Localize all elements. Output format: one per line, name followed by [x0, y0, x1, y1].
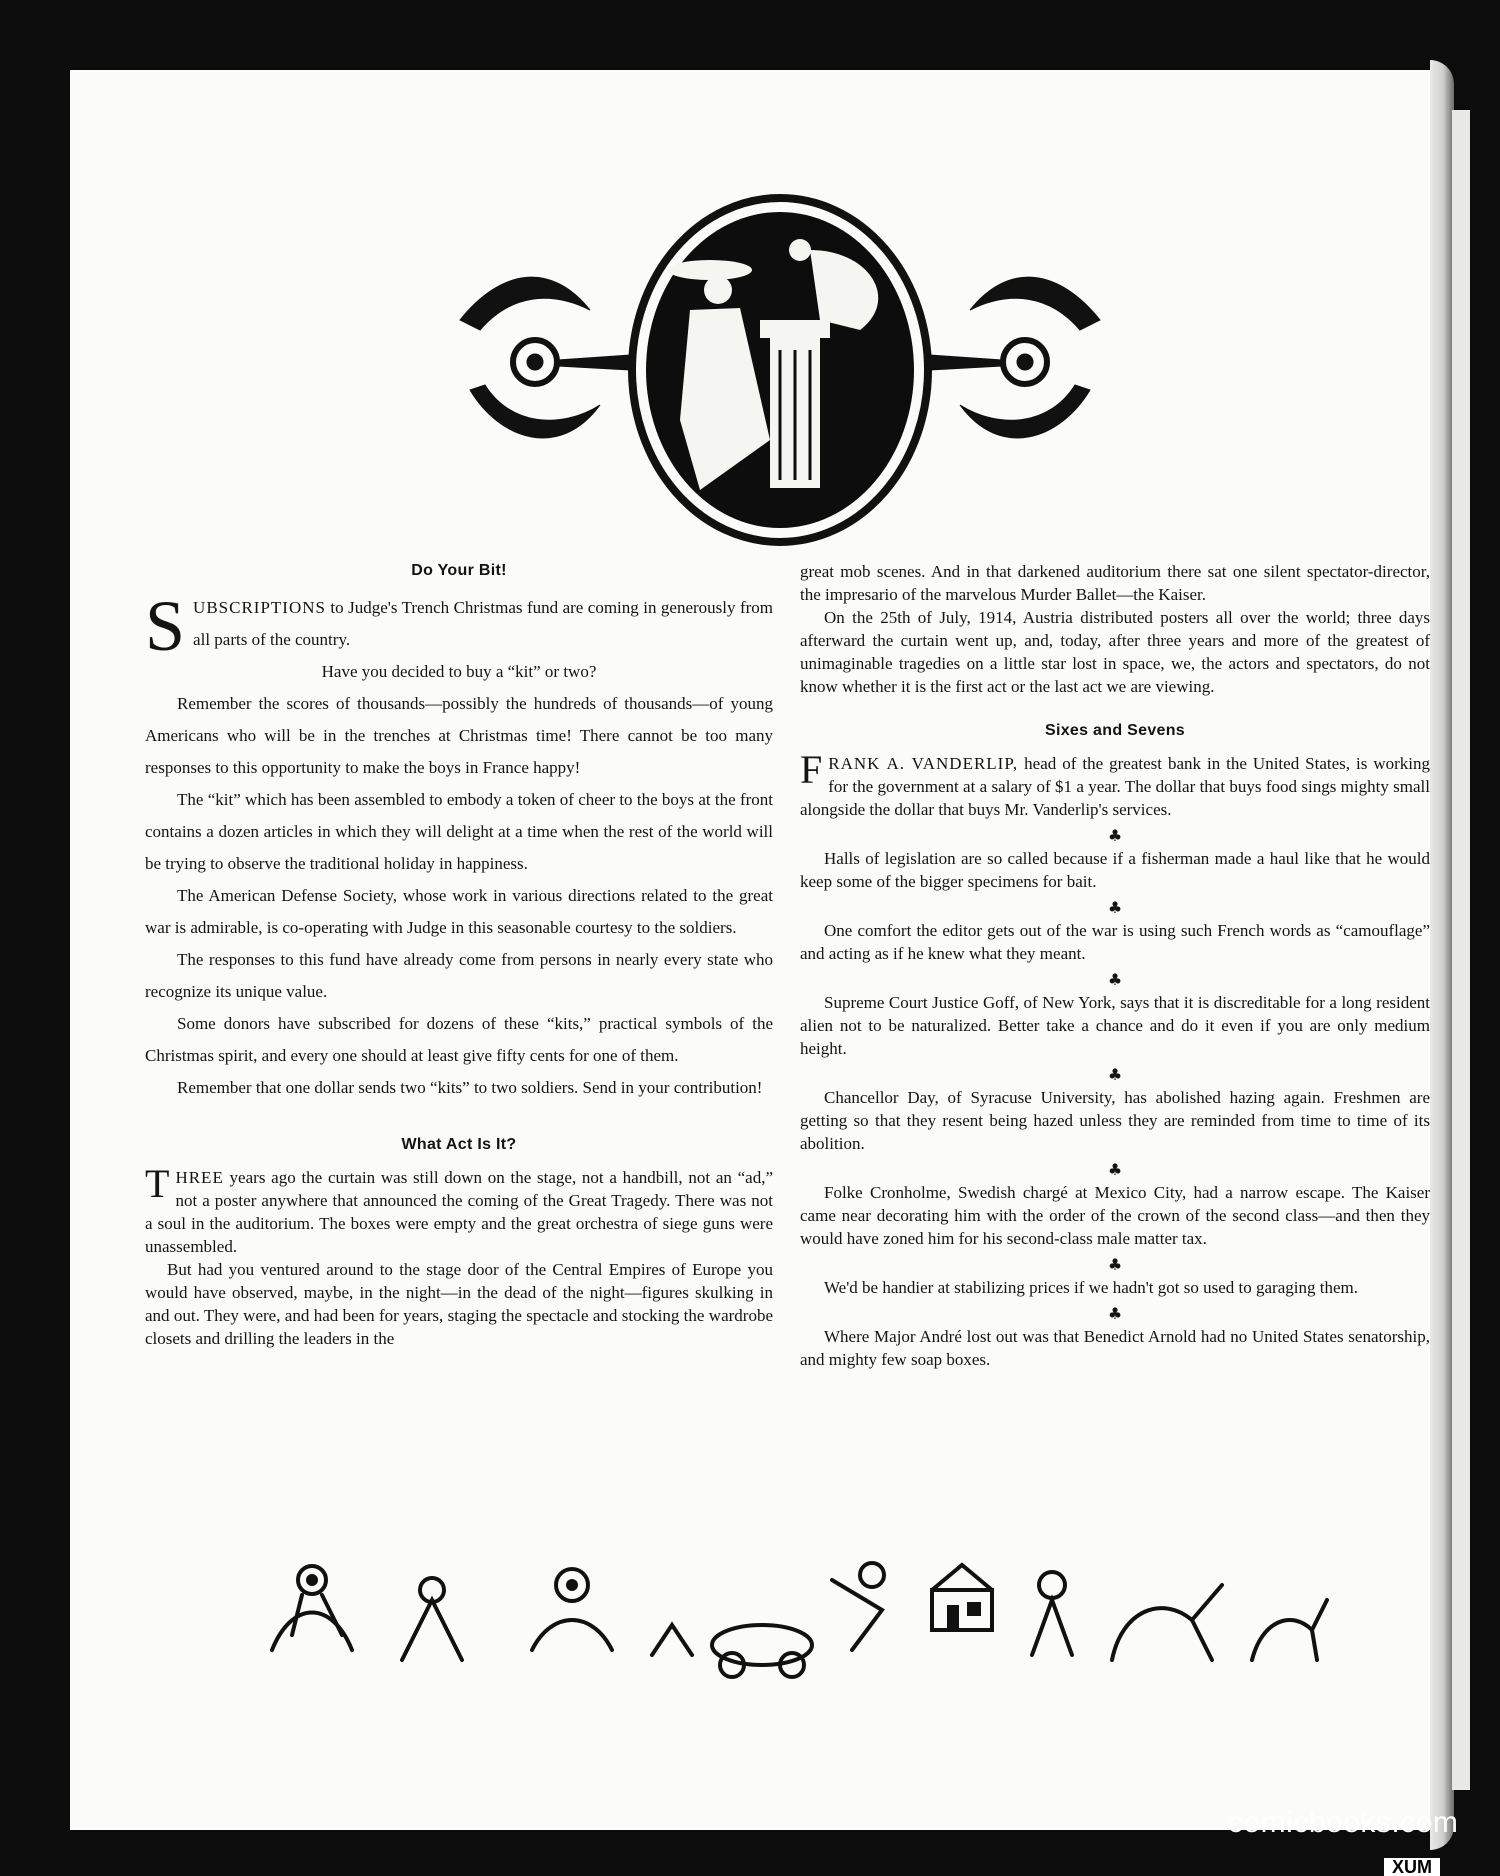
body-paragraph: The responses to this fund have already come from persons in nearly every state who recognize its unique value. [145, 950, 773, 1001]
lead-paragraph [145, 1161, 773, 1258]
medallion-illustration [440, 190, 1120, 550]
paragraph-item: Folke Cronholme, Swedish chargé at Mexico City, had a narrow escape. The Kaiser came near decorating him with the order of the crown of the second class—and then they would have zoned him for his second-class male matter tax. [800, 1183, 1430, 1248]
paragraph-item: Where Major André lost out was that Benedict Arnold had no United States senatorship, and mighty few soap boxes. [800, 1327, 1430, 1369]
body-paragraph: Some donors have subscribed for dozens of these “kits,” practical symbols of the Christmas spirit, and every one should at least give fifty cents for one of them. [145, 1014, 773, 1065]
drop-cap-t: T [145, 1161, 170, 1206]
body-paragraph: Remember that one dollar sends two “kits” to two soldiers. Send in your contribution! [177, 1078, 763, 1097]
page-curl-edge [1430, 60, 1454, 1850]
lead-paragraph [145, 586, 773, 666]
club-divider-icon: ♣ [1107, 898, 1123, 917]
section-sixes-sevens [800, 747, 1430, 1371]
club-divider-icon: ♣ [1107, 1160, 1123, 1179]
lead-text: years ago the curtain was still down on the stage, not a handbill, not an “ad,” not a poster anywhere that announced the coming of the Great Tragedy. There was not a soul in the auditorium. The boxes were empty and the great orchestra of siege guns were unassembled. [145, 1168, 773, 1256]
lead-caps: HREE [175, 1168, 224, 1187]
paragraph-item: Supreme Court Justice Goff, of New York, says that it is discreditable for a long resident alien not to be naturalized. Better take a chance and do it even if you are only medium height. [800, 993, 1430, 1058]
left-ornament-icon [460, 277, 630, 438]
lead-caps: UBSCRIPTIONS [193, 598, 326, 617]
body-paragraph: great mob scenes. And in that darkened auditorium there sat one silent spectator-director, the impresario of the marvelous Murder Ballet—the Kaiser. [800, 562, 1430, 604]
section-do-your-bit [145, 586, 773, 1104]
body-paragraph: On the 25th of July, 1914, Austria distributed posters all over the world; three days afterward the curtain went up, and, today, after three years and more of the greatest of unimaginable tragedies on a little star lost in space, we, the actors and spectators, do not know whether it is the first act or the last act we are viewing. [800, 608, 1430, 696]
heading-sixes-sevens: Sixes and Sevens [1045, 722, 1185, 739]
right-column [800, 560, 1430, 1371]
club-divider-icon: ♣ [1107, 1304, 1123, 1323]
body-paragraph: Remember the scores of thousands—possibly the hundreds of thousands—of young Americans who will be in the trenches at Christmas time! There cannot be too many responses to this opportunity to make the boys in France happy! [145, 694, 773, 777]
body-paragraph: The “kit” which has been assembled to embody a token of cheer to the boys at the front contains a dozen articles in which they will delight at a time when the rest of the world will be trying to observe the traditional holiday in happiness. [145, 790, 773, 873]
drop-cap-s: S [145, 586, 186, 666]
right-ornament-icon [930, 277, 1100, 438]
club-divider-icon: ♣ [1107, 970, 1123, 989]
cartoon-strip-illustration [232, 1540, 1332, 1680]
lead-caps: RANK A. VANDERLIP, [828, 754, 1019, 773]
lead-text: head of the greatest bank in the United States, is working for the government at a salary of $1 a year. The dollar that buys food sings mighty small alongside the dollar that buys Mr. Vanderlip's services. [800, 754, 1430, 819]
continuation-text [800, 560, 1430, 698]
watermark-text: comicbooks.com [1228, 1806, 1459, 1839]
body-paragraph: But had you ventured around to the stage door of the Central Empires of Europe you would have observed, maybe, in the night—in the dead of the night—figures skulking in and out. They were, and had been for years, staging the spectacle and stocking the wardrobe closets and drilling the leaders in the [145, 1260, 773, 1348]
heading-do-your-bit: Do Your Bit! [411, 562, 507, 579]
lead-text: to Judge's Trench Christmas fund are coming in generously from all parts of the country. [193, 598, 773, 649]
lead-paragraph [800, 747, 1430, 821]
paragraph-item: One comfort the editor gets out of the war is using such French words as “camouflage” and acting as if he knew what they meant. [800, 921, 1430, 963]
lead-question: Have you decided to buy a “kit” or two? [321, 662, 597, 681]
paragraph-item: Chancellor Day, of Syracuse University, has abolished hazing again. Freshmen are getting so that they resent being hazed unless they are reminded from time to time of its abolition. [800, 1088, 1430, 1153]
body-paragraph: The American Defense Society, whose work in various directions related to the great war is admirable, is co-operating with Judge in this seasonable courtesy to the soldiers. [145, 886, 773, 937]
left-column [145, 560, 773, 1350]
paragraph-item: Halls of legislation are so called because if a fisherman made a haul like that he would keep some of the bigger specimens for bait. [800, 849, 1430, 891]
club-divider-icon: ♣ [1107, 1065, 1123, 1084]
drop-cap-f: F [800, 747, 823, 792]
next-page-edge [1452, 110, 1470, 1790]
paragraph-item: We'd be handier at stabilizing prices if we hadn't got so used to garaging them. [824, 1278, 1358, 1297]
corner-tag: XUM [1384, 1858, 1440, 1876]
heading-what-act: What Act Is It? [401, 1136, 517, 1153]
club-divider-icon: ♣ [1107, 1255, 1123, 1274]
club-divider-icon: ♣ [1107, 826, 1123, 845]
section-what-act [145, 1161, 773, 1350]
